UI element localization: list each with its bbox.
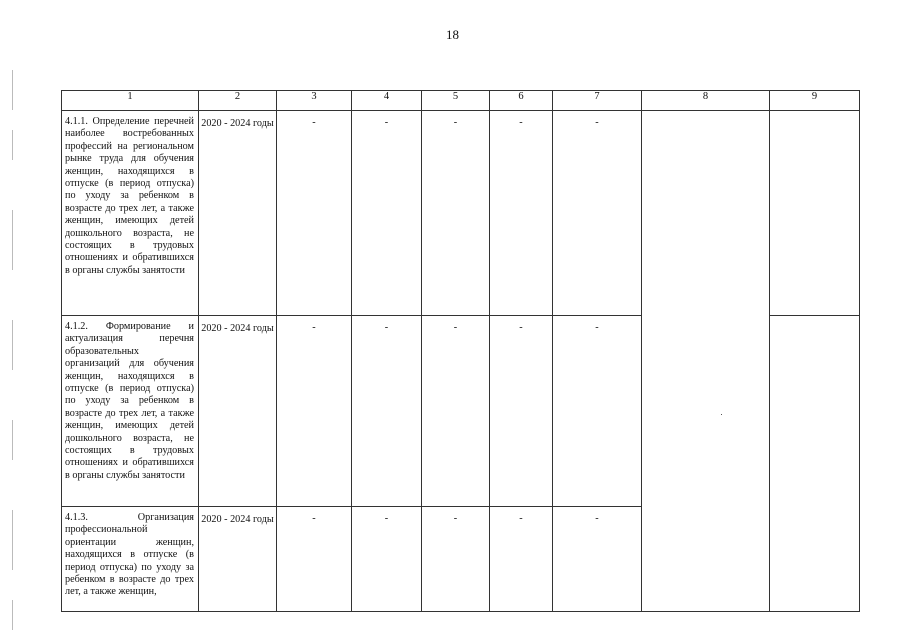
value-cell: - bbox=[352, 111, 422, 316]
value-cell: - bbox=[490, 316, 553, 507]
period-cell: 2020 - 2024 годы bbox=[199, 316, 277, 507]
column-header: 5 bbox=[422, 91, 490, 111]
column-header: 8 bbox=[642, 91, 770, 111]
value-cell: - bbox=[352, 316, 422, 507]
period-cell: 2020 - 2024 годы bbox=[199, 111, 277, 316]
period-cell: 2020 - 2024 годы bbox=[199, 507, 277, 612]
table-header-row bbox=[62, 91, 860, 111]
measure-name: 4.1.3. Организация профессиональной ориентации женщин, находящихся в отпуске (в период отпуска) по уходу за ребенком в возрасте до трех лет, а также женщин, bbox=[62, 507, 199, 612]
value-cell: - bbox=[490, 507, 553, 612]
value-cell-column-9 bbox=[770, 111, 860, 316]
scan-speck bbox=[721, 414, 722, 415]
value-cell: - bbox=[422, 111, 490, 316]
plan-table bbox=[61, 90, 860, 612]
column-header: 1 bbox=[62, 91, 199, 111]
value-cell-column-9 bbox=[770, 316, 860, 612]
column-header: 3 bbox=[277, 91, 352, 111]
measure-name: 4.1.1. Определение перечней наиболее востребованных профессий на региональном рынке труда для обучения женщин, находящихся в отпуске (в период отпуска) по уходу за ребенком в возрасте до трех лет, а также женщин, имеющих детей дошкольного возраста, не состоящих в трудовых отношениях и обратившихся в органы службы занятости bbox=[62, 111, 199, 316]
value-cell: - bbox=[553, 507, 642, 612]
merged-cell-column-8 bbox=[642, 111, 770, 612]
value-cell: - bbox=[490, 111, 553, 316]
value-cell: - bbox=[277, 111, 352, 316]
measure-name: 4.1.2. Формирование и актуализация перечня образовательных организаций для обучения женщин, находящихся в отпуске (в период отпуска) по уходу за ребенком в возрасте до трех лет, а также женщин, имеющих детей дошкольного возраста, не состоящих в трудовых отношениях и обратившихся в органы службы занятости bbox=[62, 316, 199, 507]
value-cell: - bbox=[553, 111, 642, 316]
value-cell: - bbox=[277, 316, 352, 507]
page-number: 18 bbox=[446, 27, 459, 42]
column-header: 4 bbox=[352, 91, 422, 111]
column-header: 6 bbox=[490, 91, 553, 111]
table-row bbox=[62, 111, 860, 316]
value-cell: - bbox=[553, 316, 642, 507]
column-header: 7 bbox=[553, 91, 642, 111]
column-header: 9 bbox=[770, 91, 860, 111]
value-cell: - bbox=[422, 316, 490, 507]
column-header: 2 bbox=[199, 91, 277, 111]
value-cell: - bbox=[352, 507, 422, 612]
value-cell: - bbox=[422, 507, 490, 612]
value-cell: - bbox=[277, 507, 352, 612]
margin-binding-marks bbox=[12, 60, 14, 640]
